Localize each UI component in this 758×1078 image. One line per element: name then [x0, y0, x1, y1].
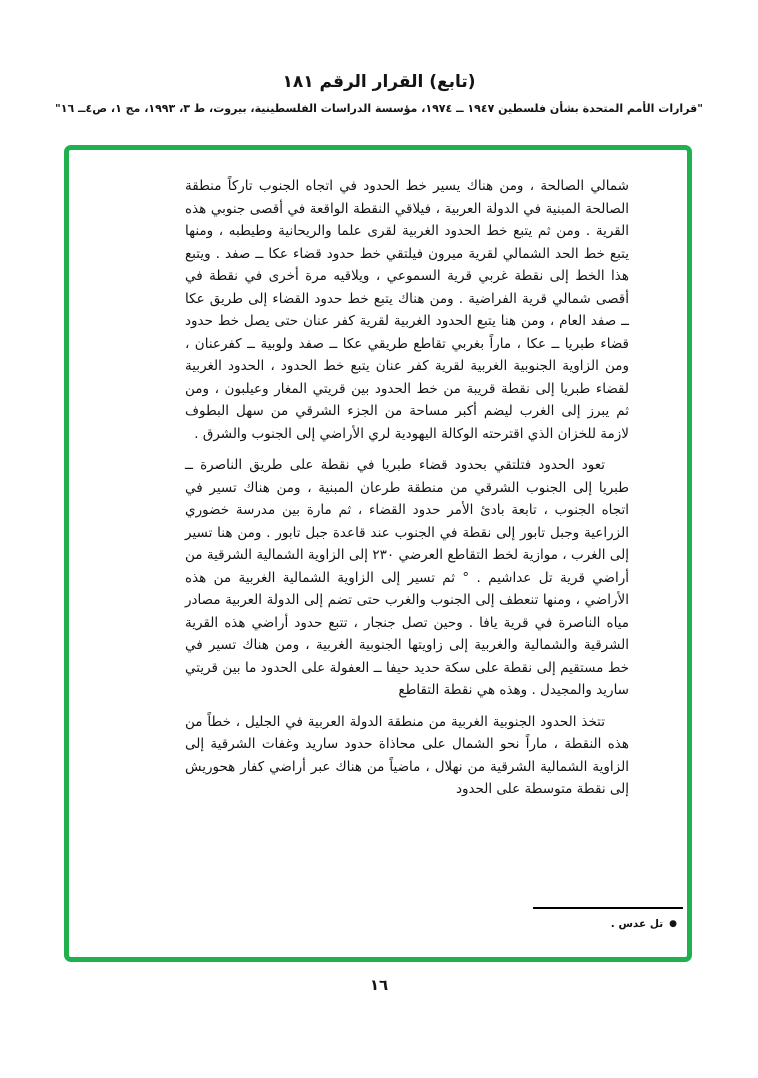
body-text	[185, 175, 629, 810]
page-title: (تابع) القرار الرقم ١٨١	[282, 72, 476, 92]
page-header	[0, 0, 758, 115]
page-number: ١٦	[369, 976, 389, 994]
paragraph-3: تتخذ الحدود الجنوبية الغربية من منطقة الدولة العربية في الجليل ، خطاً من هذه النقطة ، ماراً نحو الشمال على محاذاة حدود ساريد وغفات الشرقية إلى الزاوية الشمالية الشرقية من نهلال ، ماضياً من هناك عبر أراضي كفار هحوريش إلى نقطة متوسطة على الحدود	[185, 713, 629, 797]
footnote-area	[531, 907, 683, 930]
footnote-rule	[533, 907, 683, 909]
paragraph-2: تعود الحدود فتلتقي بحدود قضاء طبريا في نقطة على طريق الناصرة ــ طبريا إلى الجنوب الشرقي من منطقة طرعان المبنية ، ومن هناك تسير في اتجاه الجنوب ، تابعة بادئ الأمر حدود القضاء ، ثم مارة بين مدرسة خضوري الزراعية وجبل تابور إلى نقطة في الجنوب عند قاعدة جبل تابور . ومن هنا تسير إلى الغرب ، موازية لخط التقاطع العرضي ٢٣٠ إلى الزاوية الشمالية الشرقية من أراضي قرية تل عداشيم . ° ثم تسير إلى الزاوية الشمالية الغربية من هذه الأراضي ، ومنها تنعطف إلى الجنوب والغرب حتى تضم إلى الدولة العربية مصادر مياه الناصرة في قرية يافا . وحين تصل جنجار ، تتبع حدود أراضي هذه القرية الشرقية والشمالية والغربية إلى زاويتها الجنوبية الغربية ، ومن هناك تسير في خط مستقيم إلى نقطة على سكة حديد حيفا ــ العفولة على الحدود ما بين قريتي ساريد والمجيدل . وهذه هي نقطة التقاطع	[185, 457, 630, 698]
footnote-bullet-icon: ●	[669, 919, 677, 929]
paragraph-1: شمالي الصالحة ، ومن هناك يسير خط الحدود في اتجاه الجنوب تاركاً منطقة الصالحة المبنية في الدولة العربية ، فيلاقي النقطة الواقعة في أقصى جنوبي هذه القرية . ومن ثم يتبع خط الحدود الغربية لقرى علما والريحانية وطيطبه ، ومنها يتبع خط الحد الشمالي لقرية ميرون فيلتقي خط حدود قضاء عكا ــ صفد . ويتبع هذا الخط إلى نقطة غربي قرية السموعي ، ويلاقيه مرة أخرى في نقطة في أقصى شمالي قرية الفراضية . ومن هناك يتبع خط حدود القضاء إلى طريق عكا ــ صفد العام ، ومن هنا يتبع الحدود الغربية لقرية كفر عنان حتى يصل خط حدود قضاء طبريا ــ عكا ، ماراً بغربي تقاطع طريقي عكا ــ صفد ولوبية ــ كفرعنان ، ومن الزاوية الجنوبية الغربية لقرية كفر عنان يتبع خط الحدود ، الحدود الغربية لقضاء طبريا إلى نقطة قريبة من خط الحدود بين قريتي المغار وعيلبون ، ومن ثم يبرز إلى الغرب ليضم أكبر مساحة من الجزء الشرقي من سهل البطوف لازمة للخزان الذي اقترحته الوكالة اليهودية لري الأراضي إلى الجنوب والشرق .	[185, 178, 629, 442]
content-frame	[64, 145, 692, 962]
source-citation: "قرارات الأمم المتحدة بشأن فلسطين ١٩٤٧ ــ ١٩٧٤، مؤسسة الدراسات الفلسطينية، بيروت، ط ٣، ١٩٩٣، مج ١، ص٤ــ ١٦"	[55, 102, 703, 115]
footnote-text: تل عدس .	[610, 918, 664, 930]
footnote	[531, 918, 683, 930]
